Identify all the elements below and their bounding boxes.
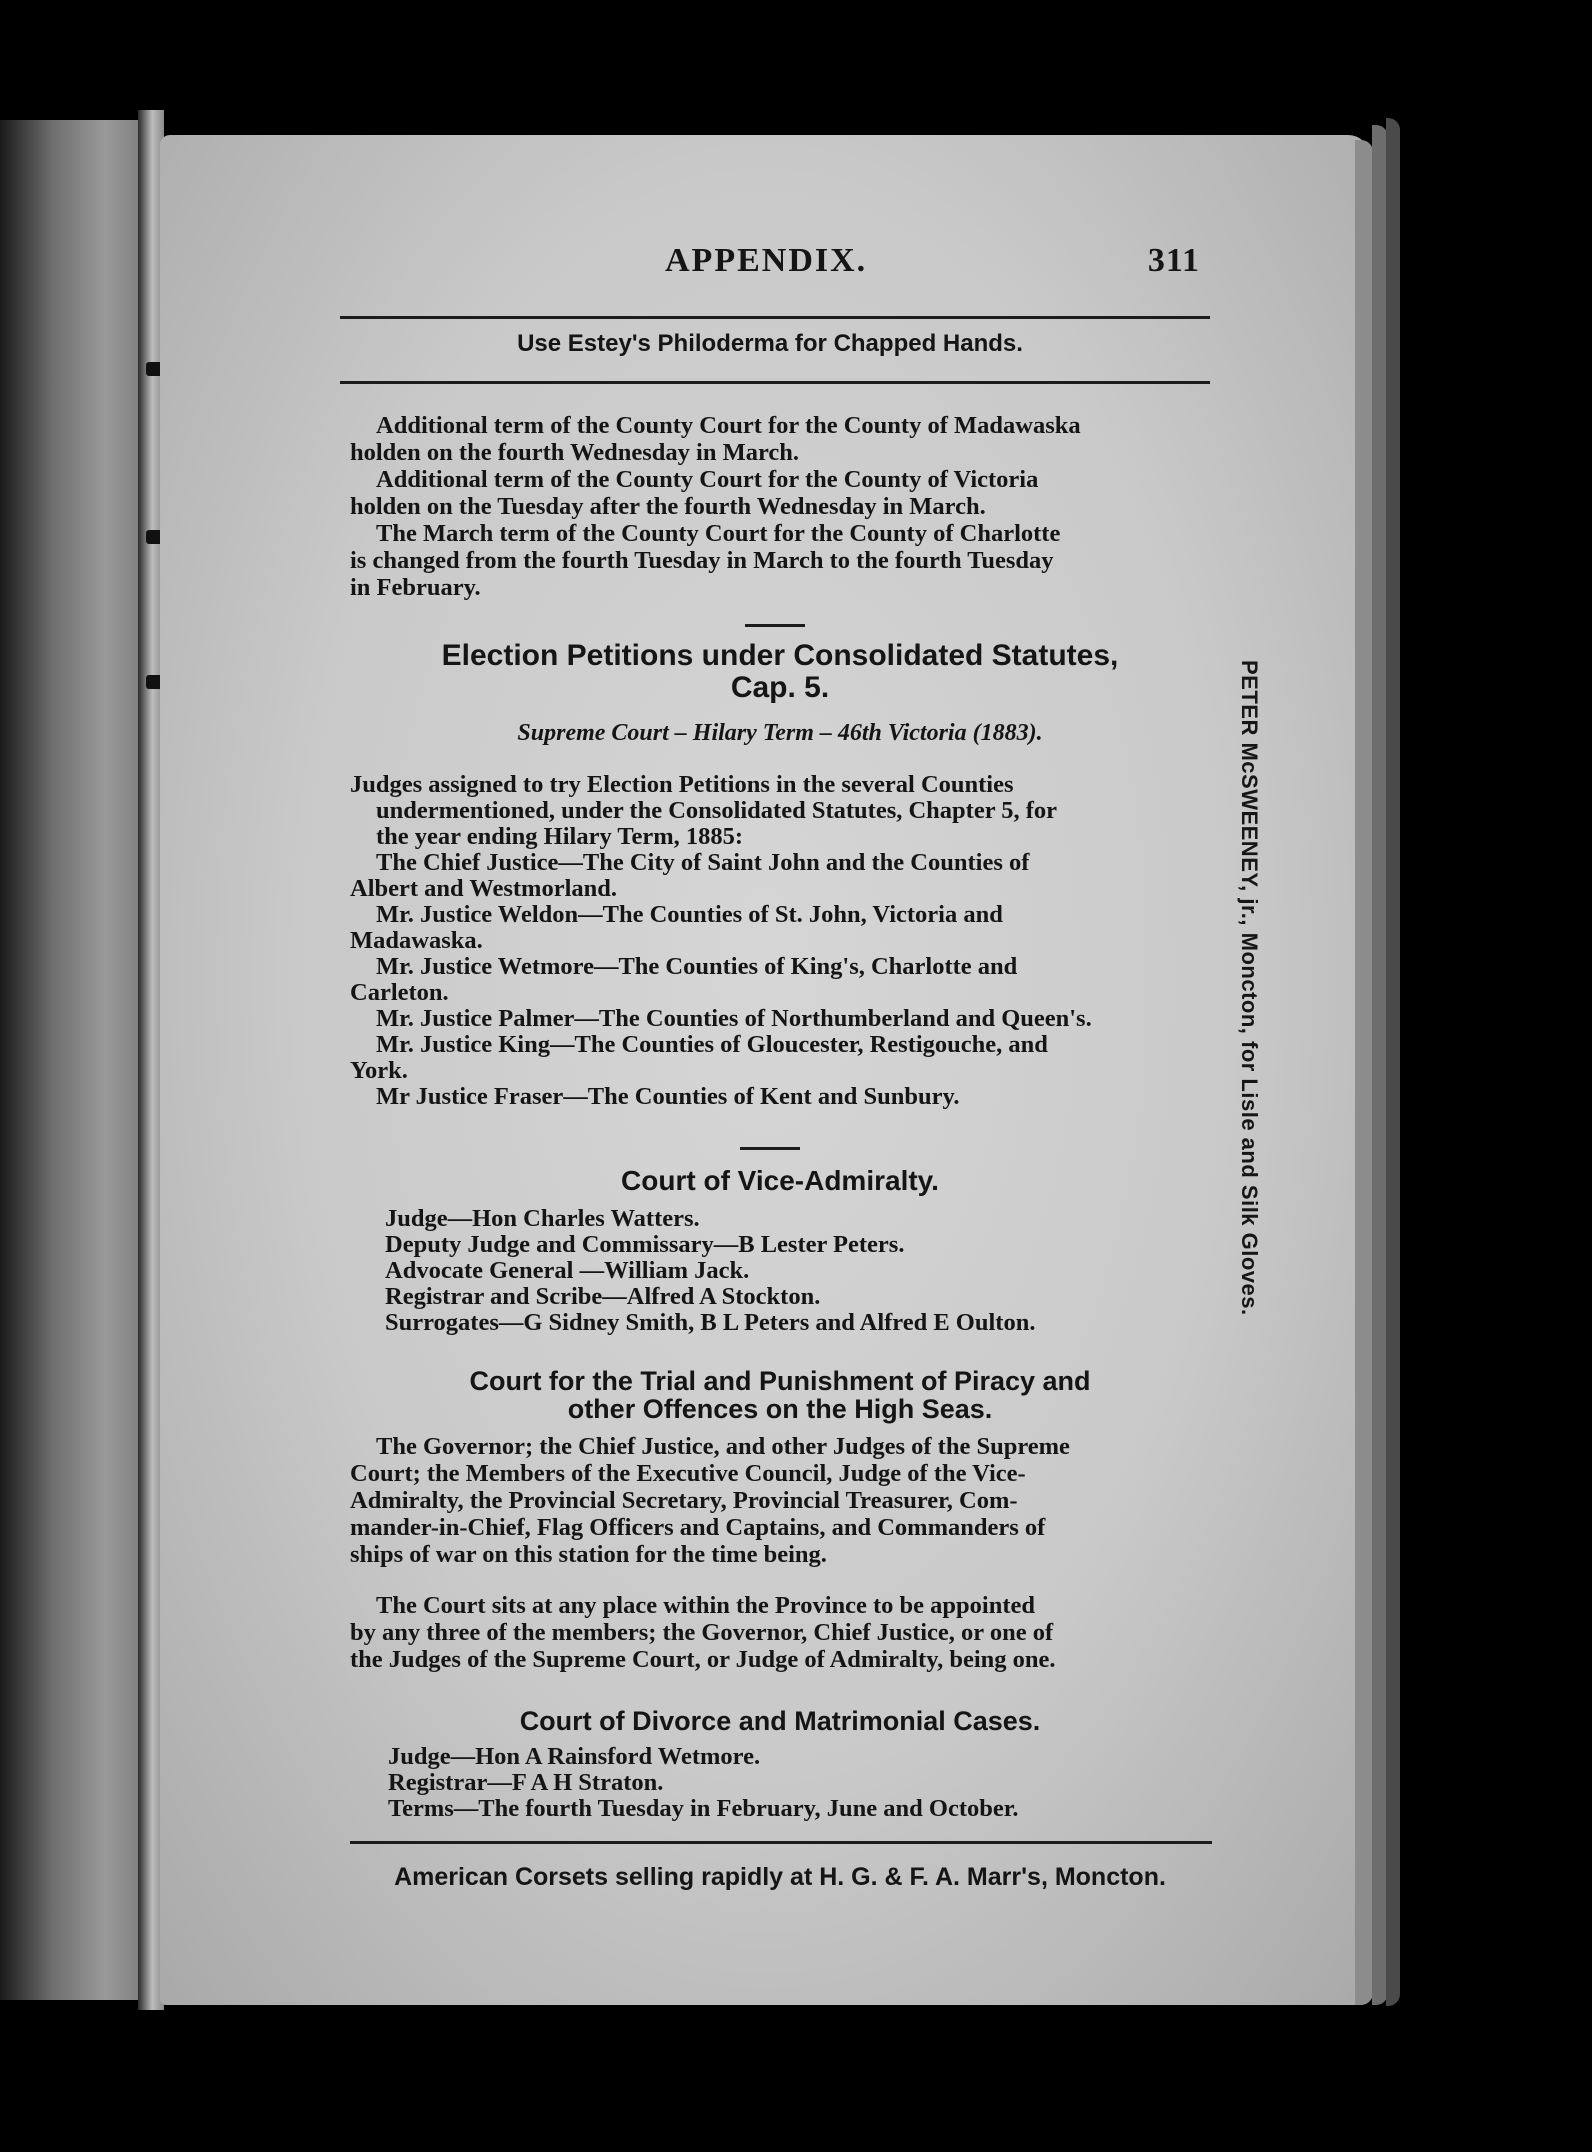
running-title: APPENDIX. [665, 242, 868, 279]
page-edge [1386, 118, 1400, 2006]
page-number: 311 [1147, 242, 1200, 279]
text-line: Admiralty, the Provincial Secretary, Provincial Treasurer, Com- [350, 1487, 1018, 1514]
text-line: Judges assigned to try Election Petitions in the several Counties [350, 771, 1014, 798]
section-divider [740, 1147, 800, 1150]
text-line: The March term of the County Court for the County of Charlotte [376, 520, 1061, 547]
ad-rule [340, 381, 1210, 384]
text-line: the Judges of the Supreme Court, or Judge of Admiralty, being one. [350, 1646, 1056, 1673]
footer-rule [350, 1841, 1212, 1844]
text-line: Judge—Hon A Rainsford Wetmore. [388, 1743, 761, 1770]
divorce-court-list [388, 1744, 1248, 1822]
text-line: Court; the Members of the Executive Council, Judge of the Vice- [350, 1460, 1026, 1487]
text-line: Registrar—F A H Straton. [388, 1769, 664, 1796]
text-line: holden on the fourth Wednesday in March. [350, 439, 800, 466]
section-divider [745, 624, 805, 627]
text-line: The Court sits at any place within the Province to be appointed [376, 1592, 1036, 1619]
text-line: ships of war on this station for the time being. [350, 1541, 827, 1568]
election-judges-list [350, 772, 1210, 1110]
piracy-court-members [350, 1433, 1210, 1568]
bottom-advertisement: American Corsets selling rapidly at H. G. & F. A. Marr's, Moncton. [394, 1863, 1166, 1891]
text-line: Registrar and Scribe—Alfred A Stockton. [385, 1283, 821, 1310]
vice-admiralty-heading: Court of Vice-Admiralty. [621, 1165, 939, 1196]
text-line: Advocate General —William Jack. [385, 1257, 750, 1284]
text-line: by any three of the members; the Governor, Chief Justice, or one of [350, 1619, 1054, 1646]
text-line: Additional term of the County Court for the County of Victoria [376, 466, 1039, 493]
text-line: Surrogates—G Sidney Smith, B L Peters and Alfred E Oulton. [385, 1309, 1036, 1336]
piracy-court-heading: Court for the Trial and Punishment of Piracy and other Offences on the High Seas. [469, 1366, 1091, 1424]
header-rule [340, 316, 1210, 319]
text-line: Mr. Justice Weldon—The Counties of St. John, Victoria and [376, 901, 1003, 928]
text-line: Albert and Westmorland. [350, 875, 618, 902]
text-line: Deputy Judge and Commissary—B Lester Peters. [385, 1231, 905, 1258]
text-line: holden on the Tuesday after the fourth Wednesday in March. [350, 493, 986, 520]
text-line: Terms—The fourth Tuesday in February, June and October. [388, 1795, 1019, 1822]
vice-admiralty-list [385, 1206, 1245, 1336]
text-line: Mr. Justice King—The Counties of Gloucester, Restigouche, and [376, 1031, 1048, 1058]
text-line: York. [350, 1057, 408, 1084]
page-edge [1355, 140, 1373, 2005]
top-advertisement: Use Estey's Philoderma for Chapped Hands. [517, 330, 1023, 357]
text-line: Mr. Justice Palmer—The Counties of Northumberland and Queen's. [376, 1005, 1092, 1032]
piracy-court-sittings [350, 1592, 1210, 1673]
election-subheading: Supreme Court – Hilary Term – 46th Victoria (1883). [517, 720, 1043, 746]
text-line: Additional term of the County Court for the County of Madawaska [376, 412, 1081, 439]
text-line: Mr. Justice Wetmore—The Counties of King's, Charlotte and [376, 953, 1018, 980]
text-line: undermentioned, under the Consolidated Statutes, Chapter 5, for [376, 797, 1058, 824]
text-line: Judge—Hon Charles Watters. [385, 1205, 700, 1232]
text-line: the year ending Hilary Term, 1885: [376, 823, 744, 850]
election-heading: Election Petitions under Consolidated Statutes, Cap. 5. [441, 639, 1119, 704]
text-line: Mr Justice Fraser—The Counties of Kent and Sunbury. [376, 1083, 960, 1110]
divorce-court-heading: Court of Divorce and Matrimonial Cases. [519, 1706, 1041, 1736]
text-line: in February. [350, 574, 481, 601]
text-line: Carleton. [350, 979, 449, 1006]
side-advertisement: PETER McSWEENEY, jr., Moncton, for Lisle and Silk Gloves. [1237, 660, 1262, 1316]
text-line: The Chief Justice—The City of Saint John and the Counties of [376, 849, 1030, 876]
text-line: Madawaska. [350, 927, 483, 954]
text-line: The Governor; the Chief Justice, and other Judges of the Supreme [376, 1433, 1070, 1460]
facing-page-edge [0, 120, 150, 2000]
text-line: mander-in-Chief, Flag Officers and Captains, and Commanders of [350, 1514, 1046, 1541]
county-court-paragraph [350, 412, 1210, 601]
text-line: is changed from the fourth Tuesday in March to the fourth Tuesday [350, 547, 1054, 574]
